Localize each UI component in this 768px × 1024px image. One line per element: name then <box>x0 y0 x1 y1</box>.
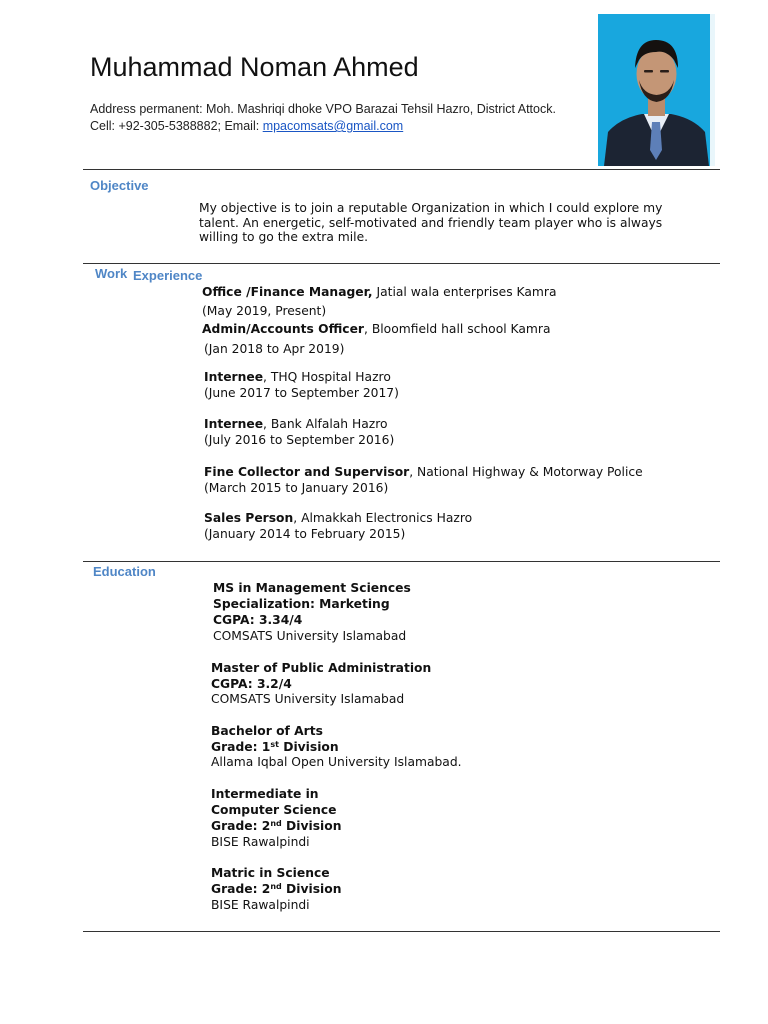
edu-matric-grade-pre: Grade: 2 <box>211 882 271 896</box>
job-1-title: Office /Finance Manager, <box>202 285 373 299</box>
job-3-title-line <box>204 370 391 385</box>
edu-inter-field: Computer Science <box>211 803 337 817</box>
edu-matric-institution: BISE Rawalpindi <box>211 898 310 912</box>
experience-heading-work: Work <box>95 266 128 281</box>
job-3-title: Internee <box>204 370 264 384</box>
address-line: Address permanent: Moh. Mashriqi dhoke VPO Barazai Tehsil Hazro, District Attock. <box>90 102 556 116</box>
edu-ba-grade-sup: st <box>270 740 279 749</box>
candidate-name: Muhammad Noman Ahmed <box>90 52 419 82</box>
edu-inter-grade-sup: nd <box>270 819 282 828</box>
job-5-org: , National Highway & Motorway Police <box>409 465 643 479</box>
education-heading: Education <box>93 564 156 579</box>
edu-matric-degree: Matric in Science <box>211 866 330 880</box>
divider-header <box>83 169 720 170</box>
job-2-title: Admin/Accounts Officer <box>202 322 364 336</box>
job-4-title-line <box>204 417 388 432</box>
job-5-title: Fine Collector and Supervisor <box>204 465 410 479</box>
edu-ms-institution: COMSATS University Islamabad <box>213 629 407 643</box>
job-1-dates: (May 2019, Present) <box>202 304 327 318</box>
job-2-org: , Bloomfield hall school Kamra <box>364 322 551 336</box>
edu-inter-institution: BISE Rawalpindi <box>211 835 310 849</box>
job-3-org: , THQ Hospital Hazro <box>263 370 391 384</box>
experience-heading-experience: Experience <box>133 268 203 283</box>
job-1-title-line <box>202 285 557 300</box>
job-5-dates: (March 2015 to January 2016) <box>204 481 389 495</box>
edu-mpa-degree: Master of Public Administration <box>211 661 432 675</box>
edu-ms-cgpa: CGPA: 3.34/4 <box>213 613 303 627</box>
divider-education <box>83 931 720 932</box>
cell-text: Cell: +92-305-5388882; Email: <box>90 119 263 133</box>
edu-mpa-cgpa: CGPA: 3.2/4 <box>211 677 292 691</box>
divider-experience <box>83 561 720 562</box>
profile-photo-image <box>598 14 715 166</box>
edu-inter-grade <box>211 819 341 834</box>
edu-matric-grade-post: Division <box>281 882 342 896</box>
edu-inter-grade-post: Division <box>281 819 342 833</box>
job-6-org: , Almakkah Electronics Hazro <box>293 511 473 525</box>
job-4-dates: (July 2016 to September 2016) <box>204 433 395 447</box>
job-6-title-line <box>204 511 472 526</box>
objective-heading: Objective <box>90 178 149 193</box>
job-4-title: Internee <box>204 417 264 431</box>
edu-matric-grade <box>211 882 341 897</box>
job-1-org: Jatial wala enterprises Kamra <box>372 285 557 299</box>
edu-ba-grade-pre: Grade: 1 <box>211 740 271 754</box>
job-6-dates: (January 2014 to February 2015) <box>204 527 406 541</box>
edu-ba-grade-post: Division <box>278 740 339 754</box>
edu-ba-degree: Bachelor of Arts <box>211 724 323 738</box>
edu-ba-institution: Allama Iqbal Open University Islamabad. <box>211 755 462 769</box>
divider-objective <box>83 263 720 264</box>
email-link[interactable]: mpacomsats@gmail.com <box>262 119 404 133</box>
edu-ms-specialization: Specialization: Marketing <box>213 597 390 611</box>
edu-matric-grade-sup: nd <box>270 882 282 891</box>
edu-mpa-institution: COMSATS University Islamabad <box>211 692 405 706</box>
edu-inter-degree: Intermediate in <box>211 787 319 801</box>
edu-inter-grade-pre: Grade: 2 <box>211 819 271 833</box>
job-6-title: Sales Person <box>204 511 294 525</box>
job-2-dates: (Jan 2018 to Apr 2019) <box>204 342 345 356</box>
edu-ba-grade <box>211 740 339 755</box>
job-3-dates: (June 2017 to September 2017) <box>204 386 399 400</box>
objective-text: My objective is to join a reputable Organization in which I could explore my talent. An energetic, self-motivated and friendly team player who is always willing to go the extra mile. <box>199 201 663 244</box>
job-4-org: , Bank Alfalah Hazro <box>263 417 388 431</box>
profile-photo <box>598 14 715 166</box>
edu-ms-degree: MS in Management Sciences <box>213 581 411 595</box>
job-2-title-line <box>202 322 551 337</box>
contact-line <box>90 119 403 133</box>
job-5-title-line <box>204 465 643 480</box>
